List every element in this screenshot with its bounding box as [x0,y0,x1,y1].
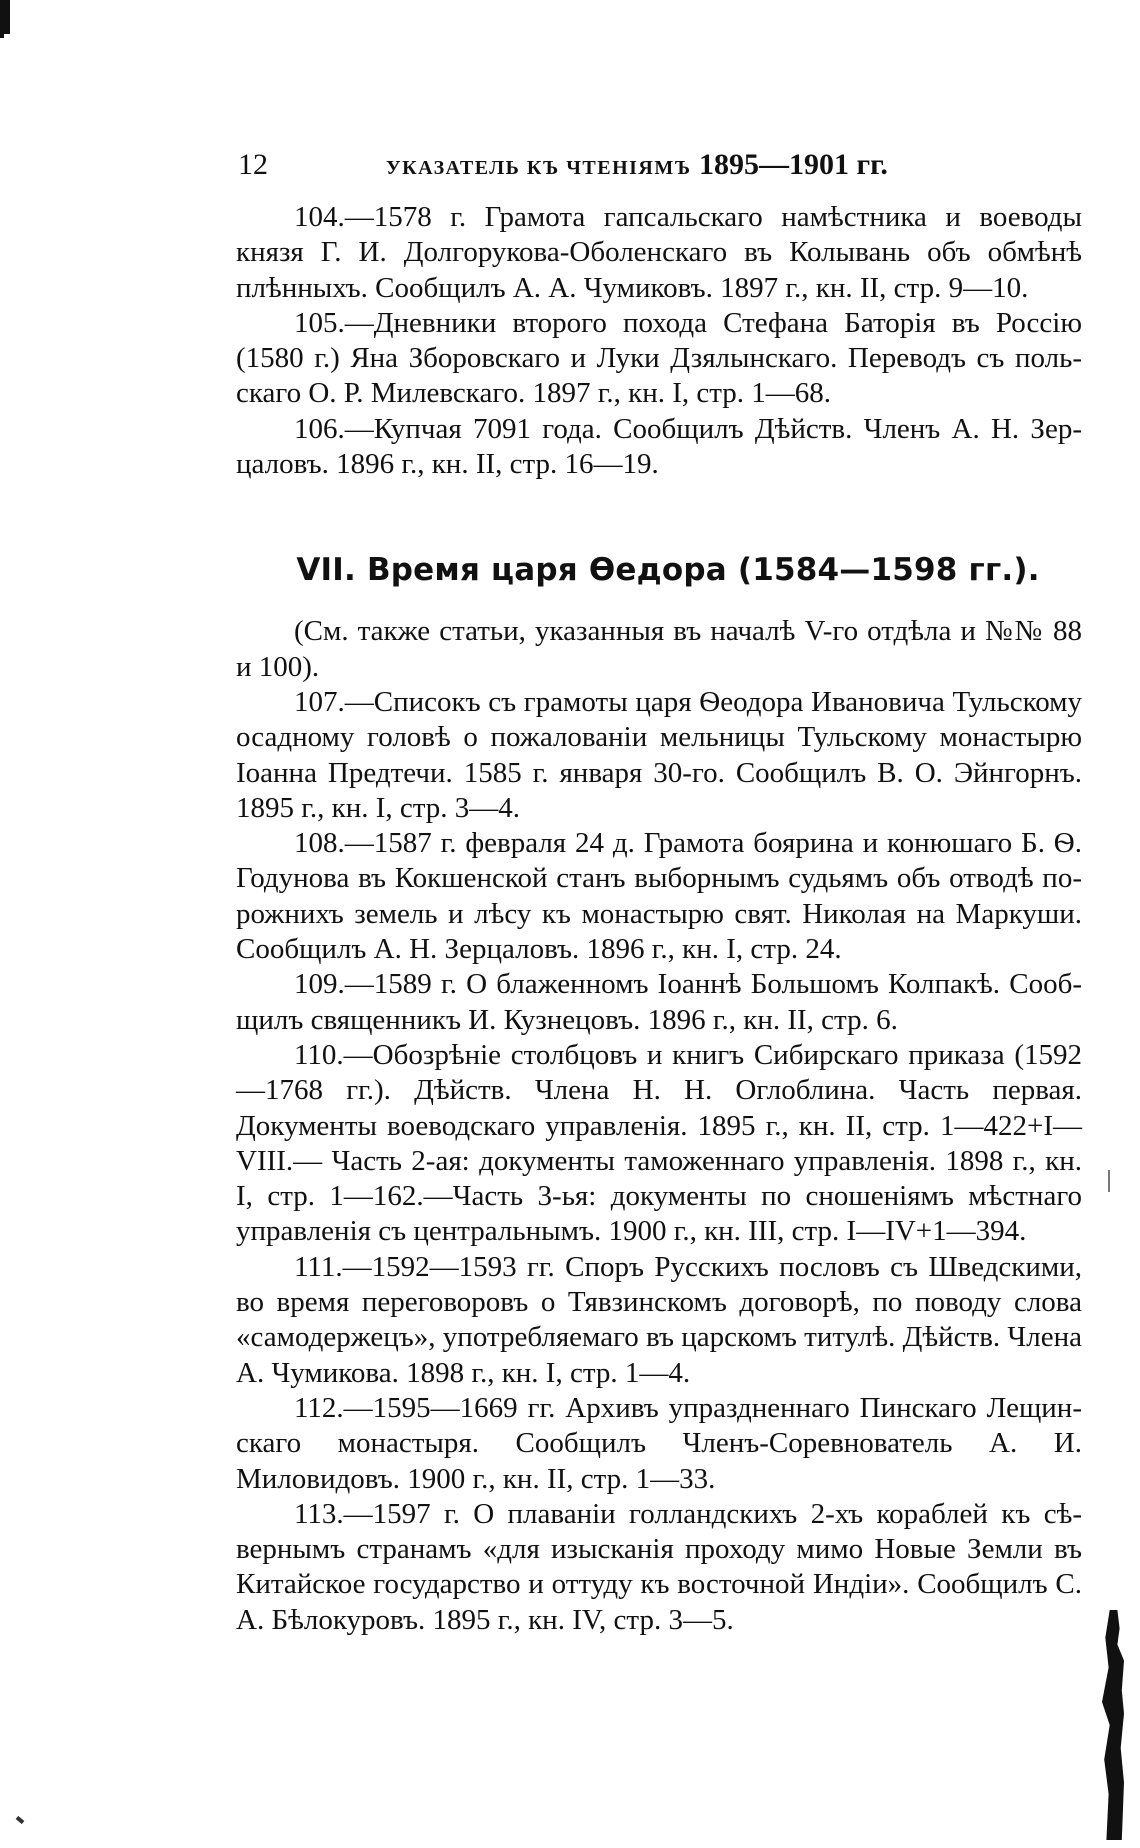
running-title-years: 1895—1901 гг. [699,148,888,181]
running-head [236,148,1082,188]
entry-109: 109.—1589 г. О блаженномъ Іоаннѣ Большомъ Колпакѣ. Сообщилъ священникъ И. Кузнецовъ. 1896 г., кн. II, стр. 6. [236,968,1082,1036]
entry-106: 106.—Купчая 7091 года. Сообщилъ Дѣйств. Членъ А. Н. Зерцаловъ. 1896 г., кн. II, стр. 16—19. [236,412,1082,481]
section-heading: VII. Время царя Ѳедора (1584—1598 гг.). [296,552,1040,589]
entry-105: 105.—Дневники второго похода Стефана Баторія въ Россію (1580 г.) Яна Зборовскаго и Луки Дзялынскаго. Переводъ съ польскаго О. Р. Милевскаго. 1897 г., кн. I, стр. 1—68. [236,306,1082,410]
entry-104: 104.—1578 г. Грамота гапсальскаго намѣстника и воеводы князя Г. И. Долгорукова-Оболенскаго въ Колывань объ обмѣнѣ плѣнныхъ. Сообщилъ А. А. Чумиковъ. 1897 г., кн. II, стр. 9—10. [236,201,1082,304]
scan-edge-mark [1102,1610,1124,1840]
book-page [236,148,1082,1638]
running-title-text: УКАЗАТЕЛЬ КЪ ЧТЕНІЯМЪ [386,157,692,179]
entry-111: 111.—1592—1593 гг. Споръ Русскихъ пословъ съ Шведскими, во время переговоровъ о Тявзинскомъ договорѣ, по поводу слова «самодержецъ», употребляемаго въ царскомъ титулѣ. Дѣйств. Члена А. Чумикова. 1898 г., кн. I, стр. 1—4. [236,1250,1082,1389]
entry-108: 108.—1587 г. февраля 24 д. Грамота боярина и конюшаго Б. Ѳ. Годунова въ Кокшенской станъ выборнымъ судьямъ объ отводѣ порожнихъ земель и лѣсу къ монастырю свят. Николая на Маркуши. Сообщилъ А. Н. Зерцаловъ. 1896 г., кн. I, стр. 24. [236,827,1082,966]
section-note: (См. также статьи, указанныя въ началѣ V-го отдѣла и №№ 88 и 100). [236,615,1082,683]
entry-113: 113.—1597 г. О плаваніи голландскихъ 2-хъ кораблей къ сѣвернымъ странамъ «для изысканія проходу мимо Новые Земли въ Китайское государство и оттуду къ восточной Индіи». Сообщилъ С. А. Бѣлокуровъ. 1895 г., кн. IV, стр. 3—5. [236,1497,1082,1636]
running-title [386,148,888,182]
entry-110: 110.—Обозрѣніе столбцовъ и книгъ Сибирскаго приказа (1592—1768 гг.). Дѣйств. Члена Н. Н. Оглоблина. Часть первая. Документы воеводскаго управленія. 1895 г., кн. II, стр. 1—422+I—VIII.— Часть 2-ая: документы таможеннаго управленія. 1898 г., кн. I, стр. 1—162.—Часть 3-ья: документы по сношеніямъ мѣстнаго управленія съ центральнымъ. 1900 г., кн. III, стр. I—IV+1—394. [236,1038,1082,1248]
scan-speck-right [1108,1170,1110,1192]
page-number: 12 [238,148,268,181]
scan-speck-left [16,1816,25,1824]
entry-112: 112.—1595—1669 гг. Архивъ упраздненнаго Пинскаго Лещинскаго монастыря. Сообщилъ Членъ-Соревнователь А. И. Миловидовъ. 1900 г., кн. II, стр. 1—33. [236,1391,1082,1495]
entry-107: 107.—Списокъ съ грамоты царя Ѳеодора Ивановича Тульскому осадному головѣ о пожалованіи мельницы Тульскому монастырю Іоанна Предтечи. 1585 г. января 30-го. Сообщилъ В. О. Эйнгорнъ. 1895 г., кн. I, стр. 3—4. [236,685,1082,824]
scan-corner-line [0,0,4,38]
